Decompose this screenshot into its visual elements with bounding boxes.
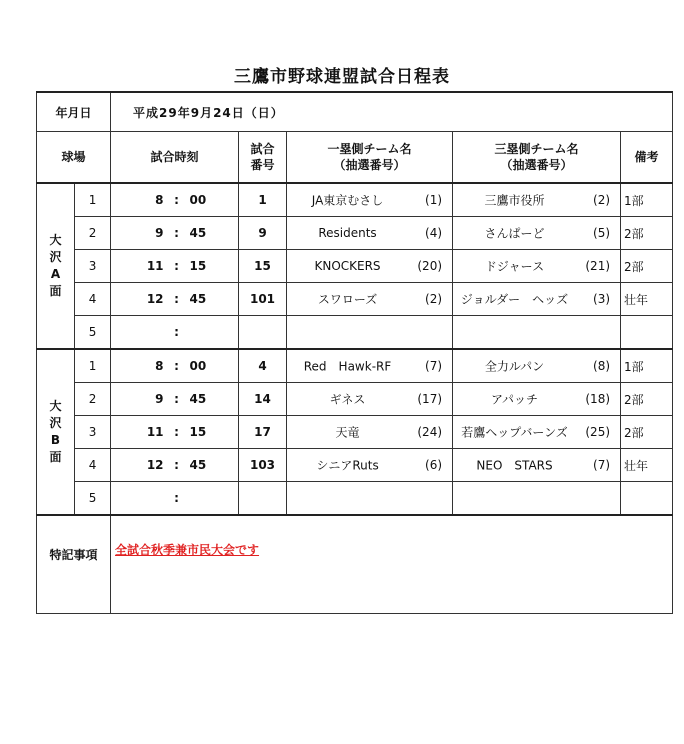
third-base-team (453, 250, 621, 283)
table-row (37, 316, 673, 350)
game-time-colon: : (174, 425, 179, 439)
game-time-minute: 00 (189, 193, 207, 207)
game-number: 4 (239, 349, 287, 383)
game-time-colon: : (174, 292, 179, 306)
game-time-hour: 9 (155, 392, 164, 406)
third-base-draw-number: (3) (593, 292, 611, 306)
first-base-draw-number: (17) (417, 392, 443, 406)
venue-name (37, 183, 75, 349)
game-time (111, 449, 239, 482)
game-time-minute: 45 (189, 226, 207, 240)
first-base-team (287, 283, 453, 316)
game-time (111, 349, 239, 383)
third-base-team (453, 383, 621, 416)
first-base-team-name: スワローズ (317, 292, 378, 307)
game-time (111, 383, 239, 416)
game-order: 5 (75, 482, 111, 516)
first-base-header-line1: 一塁側チーム名 (327, 142, 412, 156)
first-base-draw-number: (4) (425, 226, 443, 240)
game-time-minute: 45 (189, 458, 207, 472)
game-time (111, 416, 239, 449)
third-base-team-name: さんぱーど (484, 226, 545, 241)
game-order: 1 (75, 349, 111, 383)
third-base-team-name: 若鷹ヘップバーンズ (461, 425, 568, 440)
first-base-team (287, 349, 453, 383)
first-base-team-name: KNOCKERS (314, 259, 381, 273)
special-notes-value: 全試合秋季兼市民大会です (115, 543, 260, 557)
third-base-team (453, 416, 621, 449)
game-order: 5 (75, 316, 111, 350)
third-base-team-name: 全力ルパン (484, 359, 545, 374)
header-row (37, 132, 673, 184)
third-base-draw-number: (25) (585, 425, 611, 439)
table-row (37, 217, 673, 250)
first-base-team (287, 416, 453, 449)
game-time-hour: 8 (155, 193, 164, 207)
venue-name-char: 大 (49, 233, 62, 247)
game-number: 14 (239, 383, 287, 416)
game-number: 15 (239, 250, 287, 283)
first-base-team-name: ギネス (329, 392, 366, 407)
third-base-team-name: アパッチ (490, 392, 539, 407)
game-number: 17 (239, 416, 287, 449)
venue-name-char: A (50, 267, 61, 281)
game-number (239, 482, 287, 516)
schedule-table (36, 91, 673, 614)
game-time-colon: : (174, 325, 179, 339)
game-note: 2部 (621, 217, 673, 250)
third-base-header (453, 132, 621, 184)
table-row (37, 349, 673, 383)
table-row (37, 183, 673, 217)
game-time-minute: 15 (189, 425, 207, 439)
third-base-team (453, 217, 621, 250)
game-number (239, 316, 287, 350)
game-time-hour: 11 (146, 259, 164, 273)
game-time (111, 482, 239, 516)
first-base-team-name: 天竜 (335, 425, 360, 440)
game-time (111, 250, 239, 283)
venue-name-char: 大 (49, 399, 62, 413)
third-base-team (453, 183, 621, 217)
game-number-header (239, 132, 287, 184)
game-order: 4 (75, 283, 111, 316)
page-title: 三鷹市野球連盟試合日程表 (234, 67, 450, 87)
third-base-draw-number: (8) (593, 359, 611, 373)
table-row (37, 283, 673, 316)
game-time-hour: 9 (155, 226, 164, 240)
date-row (37, 92, 673, 132)
table-row (37, 449, 673, 482)
first-base-draw-number: (1) (425, 193, 443, 207)
third-base-draw-number: (7) (593, 458, 611, 472)
first-base-draw-number: (6) (425, 458, 443, 472)
game-time-hour: 8 (155, 359, 164, 373)
special-notes-row (37, 515, 673, 614)
game-time-colon: : (174, 392, 179, 406)
game-time-colon: : (174, 259, 179, 273)
third-base-draw-number: (5) (593, 226, 611, 240)
game-order: 4 (75, 449, 111, 482)
third-base-team (453, 283, 621, 316)
first-base-draw-number: (2) (425, 292, 443, 306)
game-note: 2部 (621, 416, 673, 449)
first-base-team (287, 250, 453, 283)
third-base-team (453, 482, 621, 516)
notes-header: 備考 (621, 132, 673, 184)
venue-name-char: 沢 (49, 250, 62, 264)
game-time (111, 217, 239, 250)
game-time (111, 183, 239, 217)
first-base-team (287, 449, 453, 482)
game-number: 103 (239, 449, 287, 482)
game-note: 1部 (621, 349, 673, 383)
game-time-colon: : (174, 458, 179, 472)
table-row (37, 416, 673, 449)
game-number-header-line2: 番号 (250, 158, 275, 172)
first-base-team (287, 383, 453, 416)
game-note: 2部 (621, 250, 673, 283)
game-number: 101 (239, 283, 287, 316)
game-order: 2 (75, 383, 111, 416)
game-order: 2 (75, 217, 111, 250)
game-number: 9 (239, 217, 287, 250)
game-note (621, 316, 673, 350)
game-note: 1部 (621, 183, 673, 217)
first-base-header-line2: （抽選番号） (333, 158, 406, 172)
first-base-draw-number: (7) (425, 359, 443, 373)
third-base-team-name: 三鷹市役所 (484, 193, 545, 208)
venue-name-char: 沢 (49, 416, 62, 430)
date-value: 平成29年9月24日（日） (111, 92, 673, 132)
third-base-draw-number: (21) (585, 259, 611, 273)
game-time-minute: 45 (189, 292, 207, 306)
third-base-header-line2: （抽選番号） (500, 158, 573, 172)
first-base-team (287, 217, 453, 250)
venue-name (37, 349, 75, 515)
game-time (111, 316, 239, 350)
third-base-team-name: ドジャース (484, 259, 545, 274)
first-base-team (287, 183, 453, 217)
first-base-team (287, 482, 453, 516)
game-time-colon: : (174, 491, 179, 505)
game-time-minute: 45 (189, 392, 207, 406)
third-base-team (453, 316, 621, 350)
special-notes-cell (111, 515, 673, 614)
venue-name-char: 面 (49, 284, 62, 298)
game-note (621, 482, 673, 516)
game-time-colon: : (174, 226, 179, 240)
game-order: 3 (75, 250, 111, 283)
game-order: 1 (75, 183, 111, 217)
third-base-team-name: NEO STARS (476, 458, 553, 473)
third-base-team (453, 449, 621, 482)
table-row (37, 250, 673, 283)
table-row (37, 482, 673, 516)
game-time-hour: 11 (146, 425, 164, 439)
first-base-draw-number: (20) (417, 259, 443, 273)
game-number-header-line1: 試合 (250, 142, 275, 156)
game-time-hour: 12 (146, 292, 164, 306)
game-note: 壮年 (621, 449, 673, 482)
game-order: 3 (75, 416, 111, 449)
game-number: 1 (239, 183, 287, 217)
third-base-team (453, 349, 621, 383)
venue-header: 球場 (37, 132, 111, 184)
game-time-colon: : (174, 193, 179, 207)
third-base-draw-number: (18) (585, 392, 611, 406)
first-base-team-name: Red Hawk-RF (303, 359, 392, 374)
game-time-minute: 00 (189, 359, 207, 373)
venue-name-char: 面 (49, 450, 62, 464)
table-row (37, 383, 673, 416)
game-time-colon: : (174, 359, 179, 373)
first-base-header (287, 132, 453, 184)
game-time (111, 283, 239, 316)
first-base-team-name: JA東京むさし (311, 193, 384, 208)
third-base-team-name: ジョルダー ヘッズ (460, 292, 569, 307)
game-time-hour: 12 (146, 458, 164, 472)
venue-name-char: B (50, 433, 61, 447)
date-label: 年月日 (37, 92, 111, 132)
special-notes-label: 特記事項 (37, 515, 111, 614)
third-base-draw-number: (2) (593, 193, 611, 207)
game-note: 2部 (621, 383, 673, 416)
game-note: 壮年 (621, 283, 673, 316)
first-base-team-name: シニアRuts (316, 458, 379, 473)
game-time-minute: 15 (189, 259, 207, 273)
first-base-draw-number: (24) (417, 425, 443, 439)
time-header: 試合時刻 (111, 132, 239, 184)
first-base-team-name: Residents (318, 226, 377, 240)
first-base-team (287, 316, 453, 350)
third-base-header-line1: 三塁側チーム名 (494, 142, 579, 156)
